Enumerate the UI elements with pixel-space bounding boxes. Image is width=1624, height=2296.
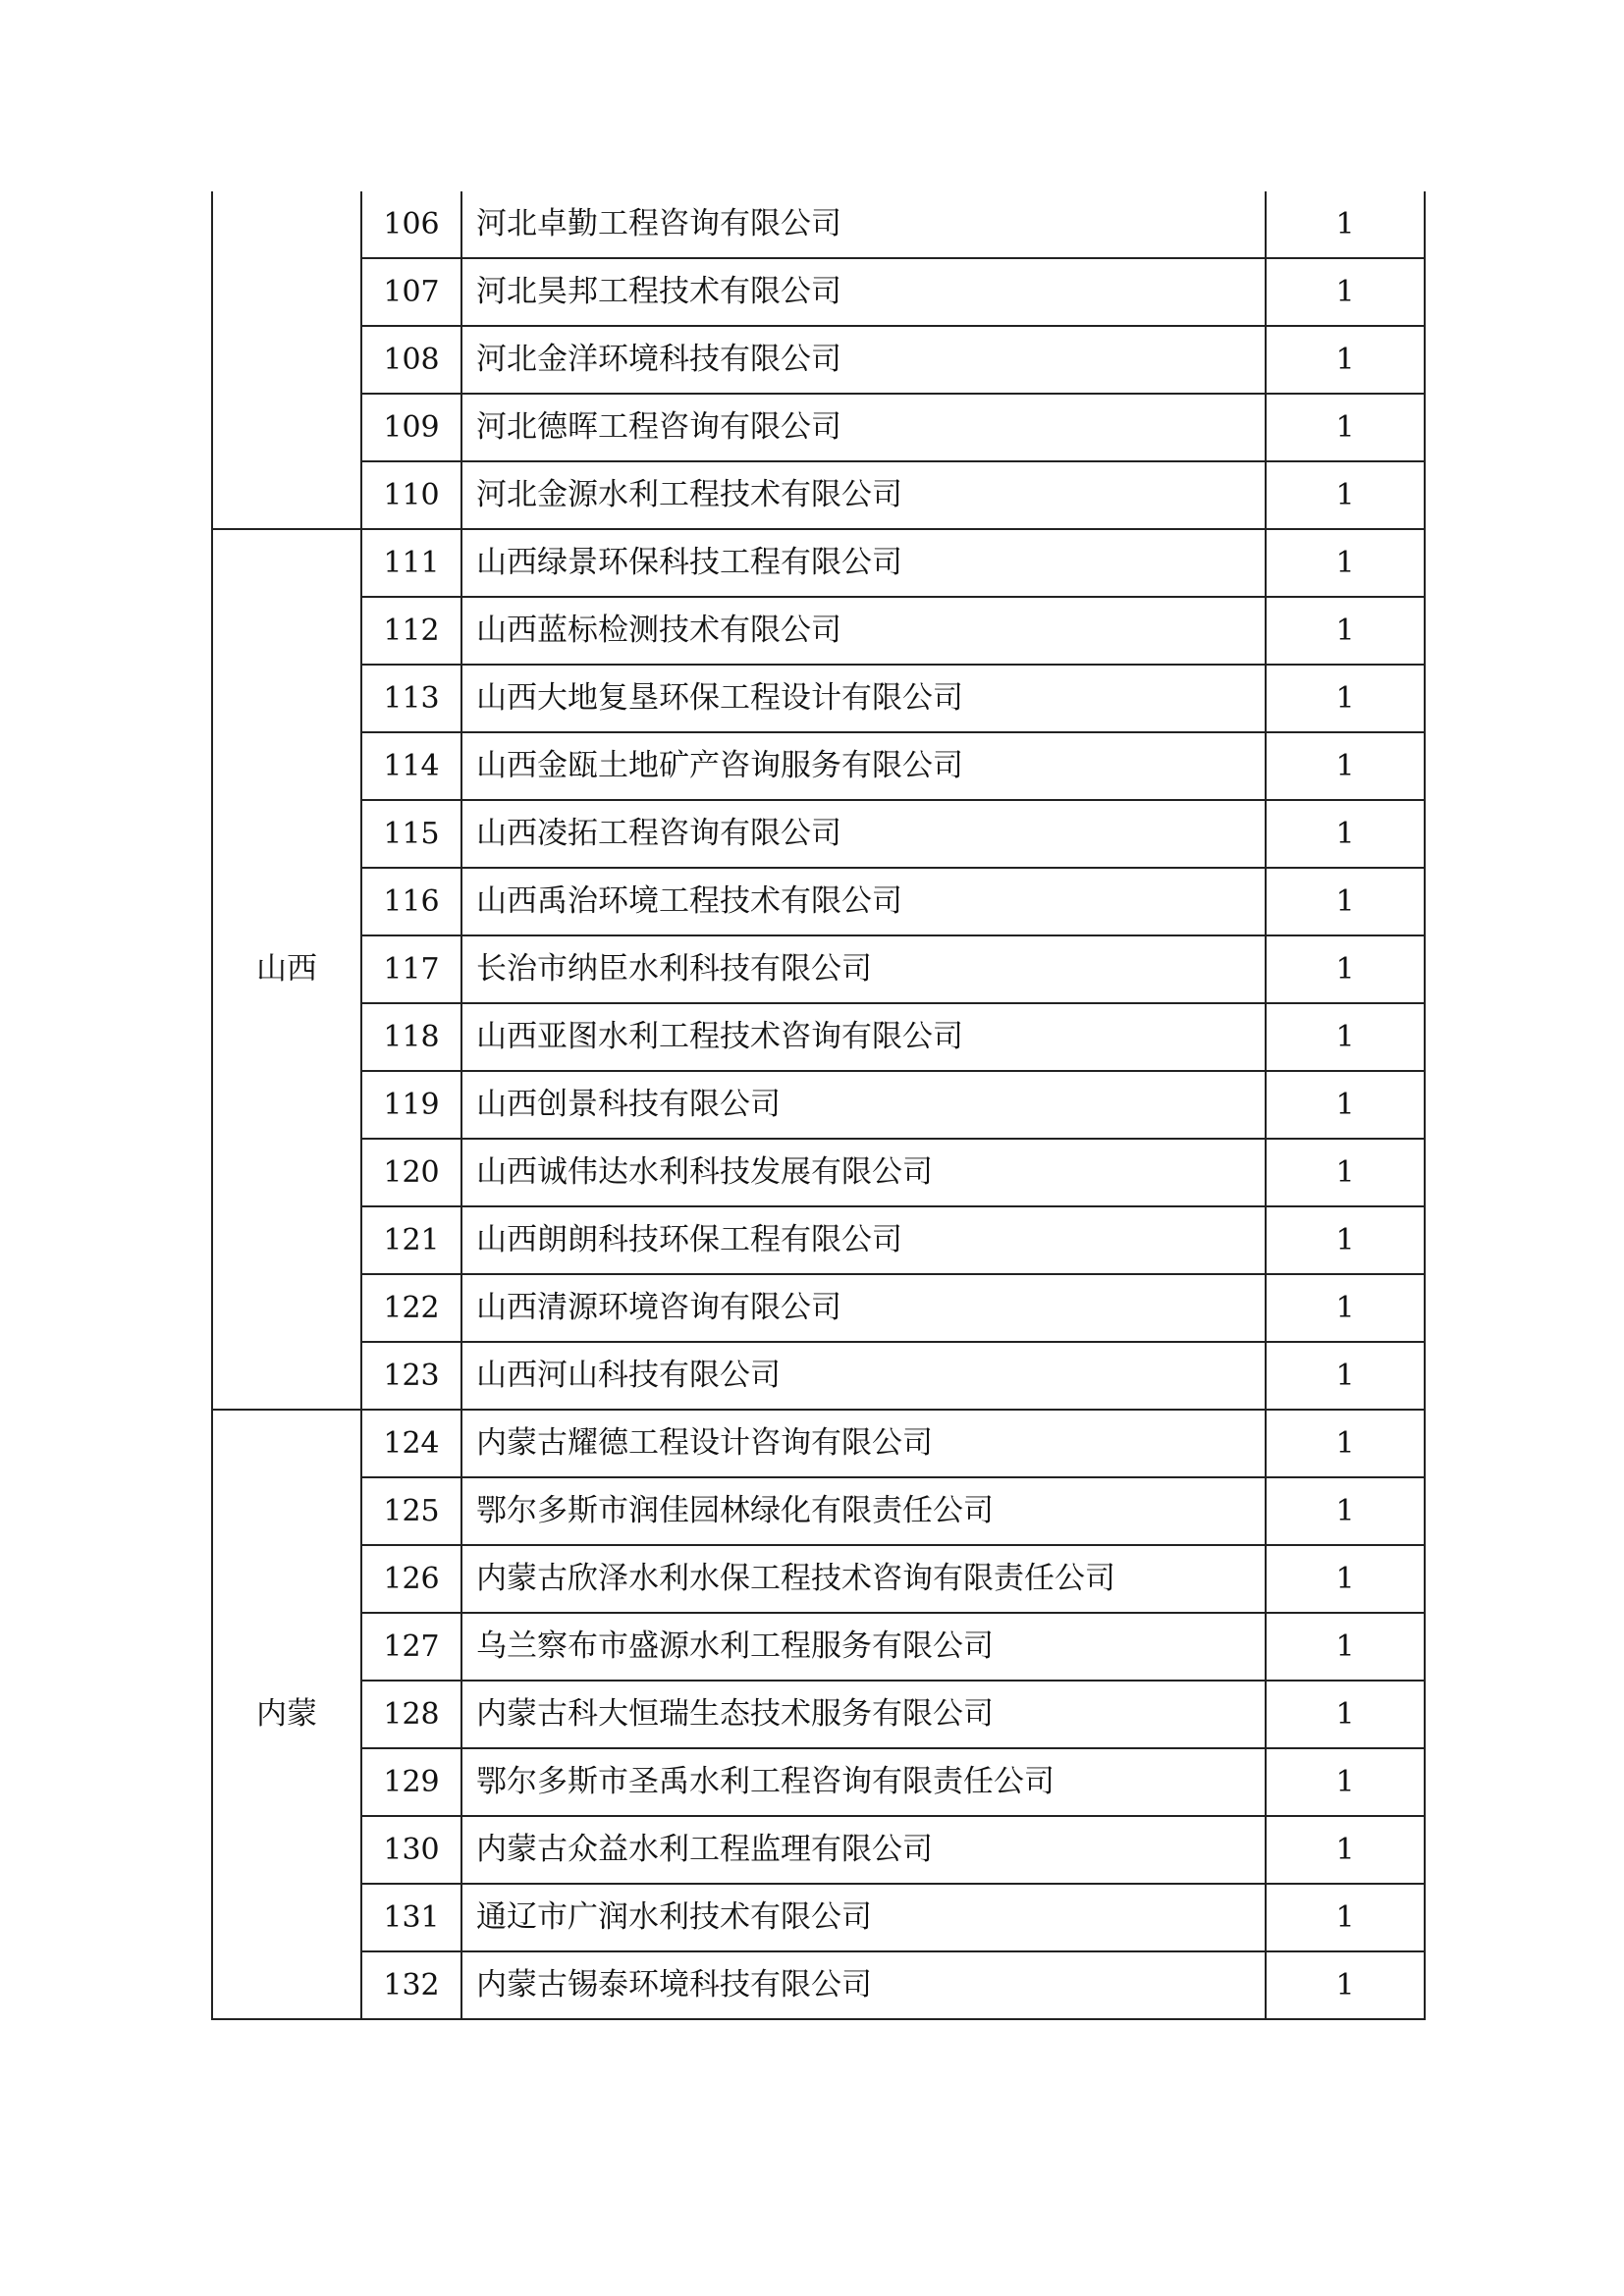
count-cell: 1 (1266, 461, 1425, 529)
count-cell: 1 (1266, 665, 1425, 732)
serial-number-cell: 123 (361, 1342, 461, 1410)
count-cell: 1 (1266, 1545, 1425, 1613)
serial-number-cell: 117 (361, 935, 461, 1003)
serial-number-cell: 106 (361, 191, 461, 258)
company-name-cell: 通辽市广润水利技术有限公司 (461, 1884, 1266, 1951)
count-cell: 1 (1266, 732, 1425, 800)
table-row (212, 1274, 1425, 1342)
region-cell (212, 191, 361, 529)
table-row (212, 1003, 1425, 1071)
table-row (212, 258, 1425, 326)
company-table-body (212, 191, 1425, 2019)
table-row (212, 326, 1425, 394)
table-row (212, 1071, 1425, 1139)
company-name-cell: 山西诚伟达水利科技发展有限公司 (461, 1139, 1266, 1206)
company-name-cell: 山西清源环境咨询有限公司 (461, 1274, 1266, 1342)
table-row (212, 597, 1425, 665)
serial-number-cell: 108 (361, 326, 461, 394)
serial-number-cell: 125 (361, 1477, 461, 1545)
serial-number-cell: 119 (361, 1071, 461, 1139)
company-table (211, 191, 1426, 2020)
company-name-cell: 河北德晖工程咨询有限公司 (461, 394, 1266, 461)
serial-number-cell: 120 (361, 1139, 461, 1206)
serial-number-cell: 110 (361, 461, 461, 529)
company-name-cell: 乌兰察布市盛源水利工程服务有限公司 (461, 1613, 1266, 1681)
serial-number-cell: 109 (361, 394, 461, 461)
company-name-cell: 山西凌拓工程咨询有限公司 (461, 800, 1266, 868)
company-name-cell: 山西蓝标检测技术有限公司 (461, 597, 1266, 665)
serial-number-cell: 121 (361, 1206, 461, 1274)
company-name-cell: 鄂尔多斯市润佳园林绿化有限责任公司 (461, 1477, 1266, 1545)
company-name-cell: 内蒙古众益水利工程监理有限公司 (461, 1816, 1266, 1884)
count-cell: 1 (1266, 1748, 1425, 1816)
count-cell: 1 (1266, 935, 1425, 1003)
company-name-cell: 山西亚图水利工程技术咨询有限公司 (461, 1003, 1266, 1071)
count-cell: 1 (1266, 529, 1425, 597)
count-cell: 1 (1266, 1071, 1425, 1139)
count-cell: 1 (1266, 1139, 1425, 1206)
company-name-cell: 长治市纳臣水利科技有限公司 (461, 935, 1266, 1003)
count-cell: 1 (1266, 1816, 1425, 1884)
serial-number-cell: 132 (361, 1951, 461, 2019)
count-cell: 1 (1266, 1477, 1425, 1545)
serial-number-cell: 115 (361, 800, 461, 868)
count-cell: 1 (1266, 1613, 1425, 1681)
company-name-cell: 河北昊邦工程技术有限公司 (461, 258, 1266, 326)
serial-number-cell: 111 (361, 529, 461, 597)
company-name-cell: 内蒙古锡泰环境科技有限公司 (461, 1951, 1266, 2019)
region-cell: 内蒙 (212, 1410, 361, 2019)
company-name-cell: 山西禹治环境工程技术有限公司 (461, 868, 1266, 935)
serial-number-cell: 130 (361, 1816, 461, 1884)
serial-number-cell: 107 (361, 258, 461, 326)
count-cell: 1 (1266, 1884, 1425, 1951)
count-cell: 1 (1266, 1342, 1425, 1410)
count-cell: 1 (1266, 1951, 1425, 2019)
company-name-cell: 山西河山科技有限公司 (461, 1342, 1266, 1410)
table-row (212, 1545, 1425, 1613)
table-row (212, 191, 1425, 258)
serial-number-cell: 129 (361, 1748, 461, 1816)
serial-number-cell: 124 (361, 1410, 461, 1477)
table-row (212, 1951, 1425, 2019)
table-row (212, 1477, 1425, 1545)
table-row (212, 461, 1425, 529)
count-cell: 1 (1266, 1274, 1425, 1342)
count-cell: 1 (1266, 1206, 1425, 1274)
company-name-cell: 河北金洋环境科技有限公司 (461, 326, 1266, 394)
count-cell: 1 (1266, 1410, 1425, 1477)
company-name-cell: 河北金源水利工程技术有限公司 (461, 461, 1266, 529)
serial-number-cell: 122 (361, 1274, 461, 1342)
serial-number-cell: 112 (361, 597, 461, 665)
table-row (212, 1139, 1425, 1206)
table-row (212, 1613, 1425, 1681)
region-cell: 山西 (212, 529, 361, 1410)
company-name-cell: 内蒙古耀德工程设计咨询有限公司 (461, 1410, 1266, 1477)
table-row (212, 1816, 1425, 1884)
table-row (212, 1342, 1425, 1410)
table-row (212, 935, 1425, 1003)
table-row (212, 1410, 1425, 1477)
serial-number-cell: 116 (361, 868, 461, 935)
company-name-cell: 山西朗朗科技环保工程有限公司 (461, 1206, 1266, 1274)
count-cell: 1 (1266, 394, 1425, 461)
company-name-cell: 内蒙古科大恒瑞生态技术服务有限公司 (461, 1681, 1266, 1748)
table-row (212, 665, 1425, 732)
table-row (212, 732, 1425, 800)
company-name-cell: 内蒙古欣泽水利水保工程技术咨询有限责任公司 (461, 1545, 1266, 1613)
table-row (212, 800, 1425, 868)
count-cell: 1 (1266, 1681, 1425, 1748)
count-cell: 1 (1266, 258, 1425, 326)
company-name-cell: 山西创景科技有限公司 (461, 1071, 1266, 1139)
company-name-cell: 山西大地复垦环保工程设计有限公司 (461, 665, 1266, 732)
serial-number-cell: 131 (361, 1884, 461, 1951)
table-row (212, 394, 1425, 461)
serial-number-cell: 126 (361, 1545, 461, 1613)
table-row (212, 529, 1425, 597)
company-name-cell: 山西绿景环保科技工程有限公司 (461, 529, 1266, 597)
count-cell: 1 (1266, 800, 1425, 868)
company-name-cell: 山西金瓯土地矿产咨询服务有限公司 (461, 732, 1266, 800)
count-cell: 1 (1266, 326, 1425, 394)
serial-number-cell: 113 (361, 665, 461, 732)
serial-number-cell: 127 (361, 1613, 461, 1681)
count-cell: 1 (1266, 1003, 1425, 1071)
company-name-cell: 鄂尔多斯市圣禹水利工程咨询有限责任公司 (461, 1748, 1266, 1816)
count-cell: 1 (1266, 191, 1425, 258)
serial-number-cell: 118 (361, 1003, 461, 1071)
table-row (212, 868, 1425, 935)
serial-number-cell: 114 (361, 732, 461, 800)
serial-number-cell: 128 (361, 1681, 461, 1748)
table-row (212, 1748, 1425, 1816)
company-name-cell: 河北卓勤工程咨询有限公司 (461, 191, 1266, 258)
table-row (212, 1884, 1425, 1951)
count-cell: 1 (1266, 868, 1425, 935)
table-row (212, 1681, 1425, 1748)
count-cell: 1 (1266, 597, 1425, 665)
table-row (212, 1206, 1425, 1274)
